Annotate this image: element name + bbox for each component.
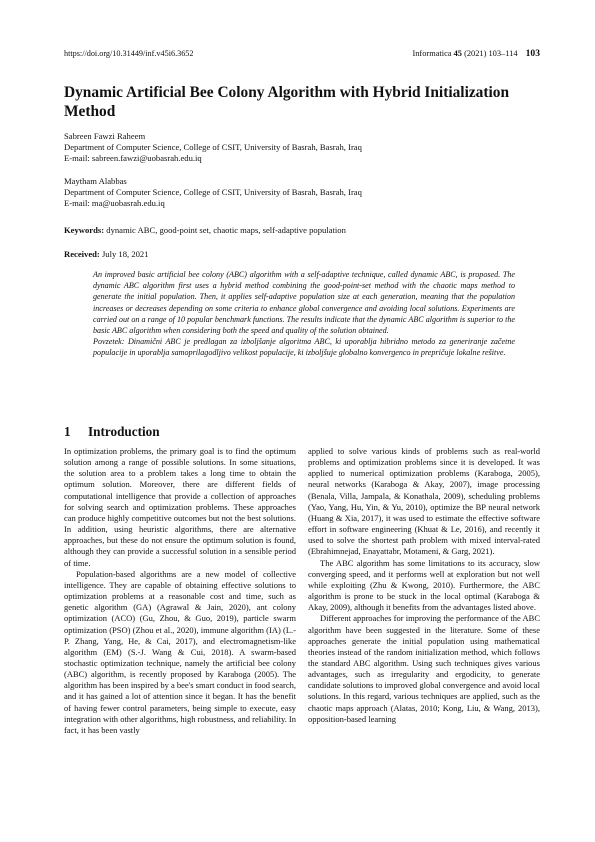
section-heading	[64, 424, 160, 440]
received-date	[64, 249, 149, 259]
received-text: July 18, 2021	[101, 249, 149, 259]
journal-name: Informatica	[412, 49, 452, 58]
running-header	[412, 48, 540, 59]
abstract-text: An improved basic artificial bee colony (ABC) algorithm with a self-adaptive technique, called dynamic ABC, is proposed. The dynamic ABC algorithm first uses a hybrid method combining the good-point-set method with the chaotic maps method to generate the initial population. Then, it applies self-adaptive population size at each generation, meaning that the population increases or decreases depending on some criteria to enhance global convergence and avoiding local solutions. Experiments are carried out on a range of 10 popular benchmark functions. The results indicate that the dynamic ABC algorithm is superior to the basic ABC algorithm when considering both the speed and quality of the solution obtained.	[93, 270, 515, 336]
section-number: 1	[64, 424, 71, 439]
author-block-1	[64, 131, 362, 165]
paragraph: Different approaches for improving the performance of the ABC algorithm have been suggested in the literature. Some of these approaches generate the initial population using mathematical theories instead of the random initialization method, which follows the standard ABC algorithm. Using such techniques gives various advantages, such as irregularity and ergodicity, to generate candidate solutions to improved global convergence and avoid local solutions. In this regard, various techniques are applied, such as the chaotic maps approach (Alatas, 2010; Kong, Liu, & Wang, 2013), opposition-based learning	[308, 613, 540, 724]
abstract	[93, 269, 515, 359]
author-affiliation: Department of Computer Science, College of CSIT, University of Basrah, Basrah, Iraq	[64, 142, 362, 153]
page-number: 103	[525, 48, 540, 59]
author-name: Maytham Alabbas	[64, 176, 127, 186]
author-block-2	[64, 176, 362, 210]
paragraph: The ABC algorithm has some limitations to its accuracy, slow converging speed, and it performs well at exploration but not well while exploiting (Zhu & Kwong, 2010). Furthermore, the ABC algorithm is prone to be stuck in the local optimal (Karaboga & Akay, 2009), although it benefits from the advantages listed above.	[308, 557, 540, 613]
author-name: Sabreen Fawzi Raheem	[64, 131, 146, 141]
keywords-label: Keywords:	[64, 225, 105, 235]
paragraph: Population-based algorithms are a new model of collective intelligence. They are capable of obtaining effective solutions to optimization problems at a reasonable cost and time, such as genetic algorithm (GA) (Agrawal & Jain, 2020), ant colony optimization (ACO) (Gu, Zhou, & Guo, 2019), particle swarm optimization (PSO) (Zhou et al., 2020), immune algorithm (IA) (L.-P. Zhang, Yang, He, & Cai, 2017), and electromagnetism-like algorithm (EM) (S.-J. Wang & Cui, 2018). A swarm-based stochastic optimization technique, namely the artificial bee colony (ABC) algorithm, is recently proposed by Karaboga (2005). The algorithm has been inspired by a bee's smart conduct in food search, and it has gained a lot of attention since it began. It has the benefit of having fewer control parameters, being simple to execute, easy integration with other algorithms, high robustness, and reliability. In fact, it has been vastly	[64, 568, 296, 735]
right-column	[308, 446, 540, 725]
author-email[interactable]: E-mail: sabreen.fawzi@uobasrah.edu.iq	[64, 153, 202, 164]
journal-volume: 45	[453, 49, 462, 58]
paper-title: Dynamic Artificial Bee Colony Algorithm with Hybrid Initialization Method	[64, 84, 510, 120]
paragraph: In optimization problems, the primary goal is to find the optimum solution among a range of possible solutions. In some situations, the solution area to a problem takes a long time to obtain the optimum solution. Moreover, there are different fields of computational intelligence that provide a collection of approaches for solving search and optimization problems. These approaches can produce highly competitive outcomes but not the best solutions. In addition, using heuristic algorithms, there are alternative approaches, but these do not ensure the optimum solution is found, although they can provide a successful solution in a sensible period of time.	[64, 446, 296, 568]
keywords	[64, 225, 346, 235]
doi-link[interactable]: https://doi.org/10.31449/inf.v45i6.3652	[64, 49, 194, 58]
paragraph: applied to solve various kinds of problems such as real-world problems and optimization problems since it is developed. It was applied to numerical optimization problems (Karaboga, 2005), neural networks (Karaboga & Akay, 2007), image processing (Benala, Villa, Jampala, & Konathala, 2009), scheduling problems (Yao, Yang, Hu, Yin, & Yu, 2010), optimize the BP neural network (Huang & Xia, 2017), it was used to estimate the effective software effort in software engineering (Khuat & Le, 2016), and recently it used to solve the shortest path problem with mixed interval-rated (Ebrahimnejad, Enayattabr, Motameni, & Garg, 2021).	[308, 446, 540, 557]
povzetek-text: Povzetek: Dinamični ABC je predlagan za izboljšanje algoritma ABC, ki uporablja hibridno metodo za generiranje začetne populacije in uporablja samoprilagodljivo velikost populacije, ki izboljšuje globalno konvergenco in prepričuje lokalne rešitve.	[93, 337, 515, 358]
section-title: Introduction	[88, 424, 160, 439]
left-column	[64, 446, 296, 736]
author-email[interactable]: E-mail: ma@uobasrah.edu.iq	[64, 198, 165, 209]
year-pages: (2021) 103–114	[464, 49, 518, 58]
author-affiliation: Department of Computer Science, College of CSIT, University of Basrah, Basrah, Iraq	[64, 187, 362, 198]
keywords-text: dynamic ABC, good-point set, chaotic maps, self-adaptive population	[106, 225, 346, 235]
received-label: Received:	[64, 249, 100, 259]
